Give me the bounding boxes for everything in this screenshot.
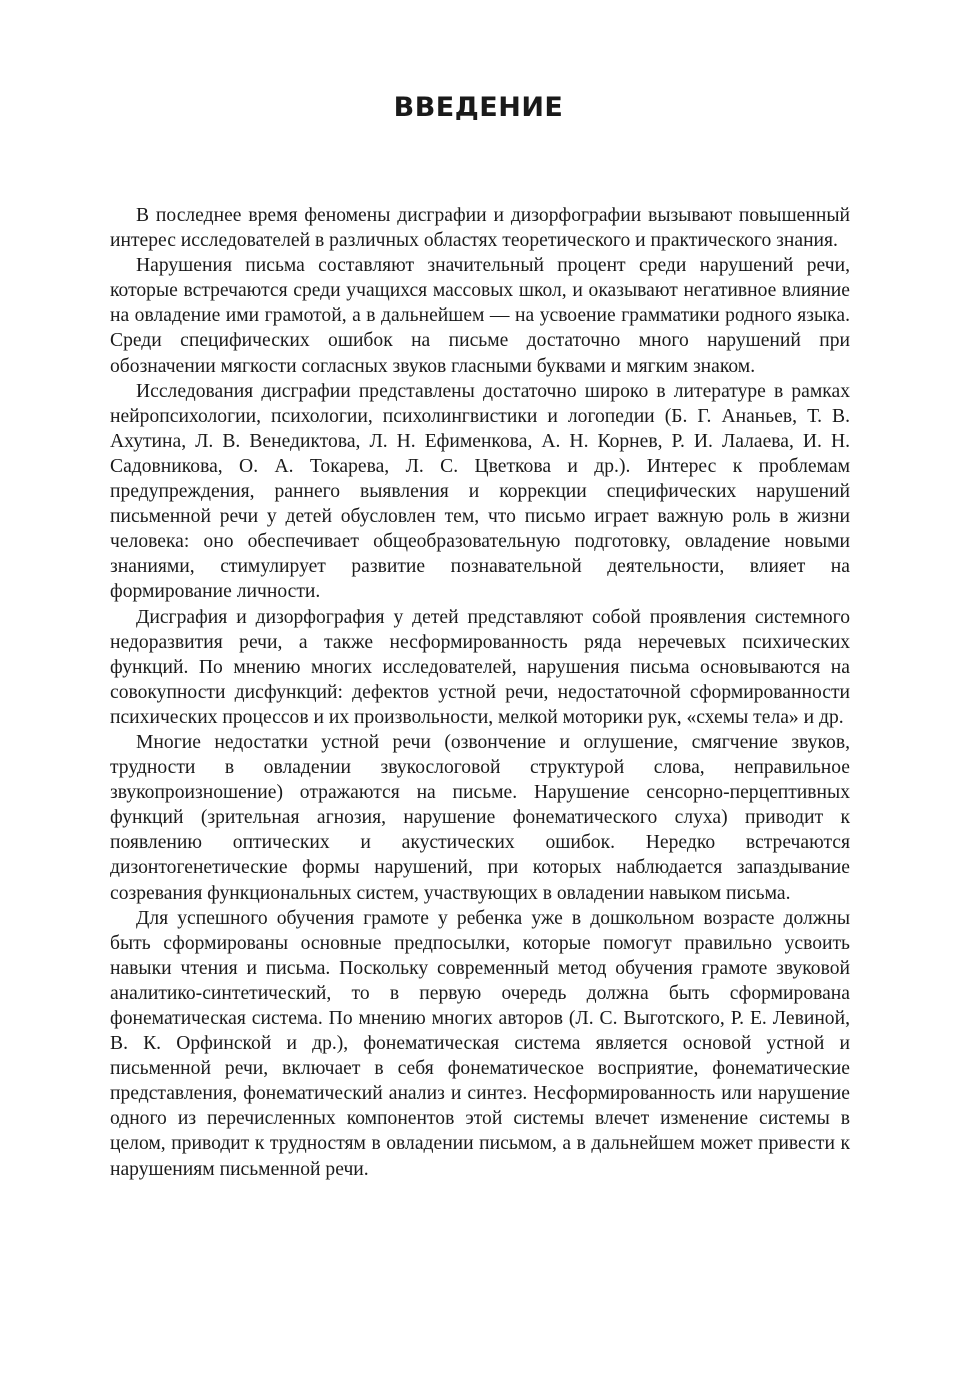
paragraph-5: Многие недостатки устной речи (озвончение и оглушение, смягчение звуков, трудности в овладении звукослоговой структурой слова, неправильное звукопроизношение) отражаются на письме. Нарушение сенсорно-перцептивных функций (зрительная агнозия, нарушение фонематического слуха) приводит к появлению оптических и акустических ошибок. Нередко встречаются дизонтогенетические формы нарушений, при которых наблюдается запаздывание созревания функциональных систем, участвующих в овладении навыком письма. <box>110 731 850 904</box>
body-text <box>110 203 850 1182</box>
page-title: ВВЕДЕНИЕ <box>393 92 564 123</box>
paragraph-4: Дисграфия и дизорфография у детей представляют собой проявления системного недоразвития речи, а также несформированность ряда неречевых психических функций. По мнению многих исследователей, нарушения письма основываются на совокупности дисфункций: дефектов устной речи, недостаточной сформированности психических процессов и их произвольности, мелкой моторики рук, «схемы тела» и др. <box>110 606 850 728</box>
paragraph-6: Для успешного обучения грамоте у ребенка уже в дошкольном возрасте должны быть сформированы основные предпосылки, которые помогут правильно усвоить навыки чтения и письма. Поскольку современный метод обучения грамоте звуковой аналитико-синтетический, то в первую очередь должна быть сформирована фонематическая система. По мнению многих авторов (Л. С. Выготского, Р. Е. Левиной, В. К. Орфинской и др.), фонематическая система является основой устной и письменной речи, включает в себя фонематическое восприятие, фонематические представления, фонематический анализ и синтез. Несформированность или нарушение одного из перечисленных компонентов этой системы влечет изменение системы в целом, приводит к трудностям в овладении письмом, а в дальнейшем может привести к нарушениям письменной речи. <box>110 907 850 1180</box>
paragraph-3: Исследования дисграфии представлены достаточно широко в литературе в рамках нейропсихологии, психологии, психолингвистики и логопедии (Б. Г. Ананьев, Т. В. Ахутина, Л. В. Венедиктова, Л. Н. Ефименкова, А. Н. Корнев, Р. И. Лалаева, И. Н. Садовникова, О. А. Токарева, Л. С. Цветкова и др.). Интерес к проблемам предупреждения, раннего выявления и коррекции специфических нарушений письменной речи у детей обусловлен тем, что письмо играет важную роль в жизни человека: оно обеспечивает общеобразовательную подготовку, овладение новыми знаниями, стимулирует развитие познавательной деятельности, влияет на формирование личности. <box>110 380 850 603</box>
paragraph-1: В последнее время феномены дисграфии и дизорфографии вызывают повышенный интерес исследователей в различных областях теоретического и практического знания. <box>110 205 850 252</box>
paragraph-2: Нарушения письма составляют значительный процент среди нарушений речи, которые встречаются среди учащихся массовых школ, и оказывают негативное влияние на овладение ими грамотой, а в дальнейшем — на усвоение грамматики родного языка. Среди специфических ошибок на письме достаточно много нарушений при обозначении мягкости согласных звуков гласными буквами и мягким знаком. <box>110 255 850 377</box>
